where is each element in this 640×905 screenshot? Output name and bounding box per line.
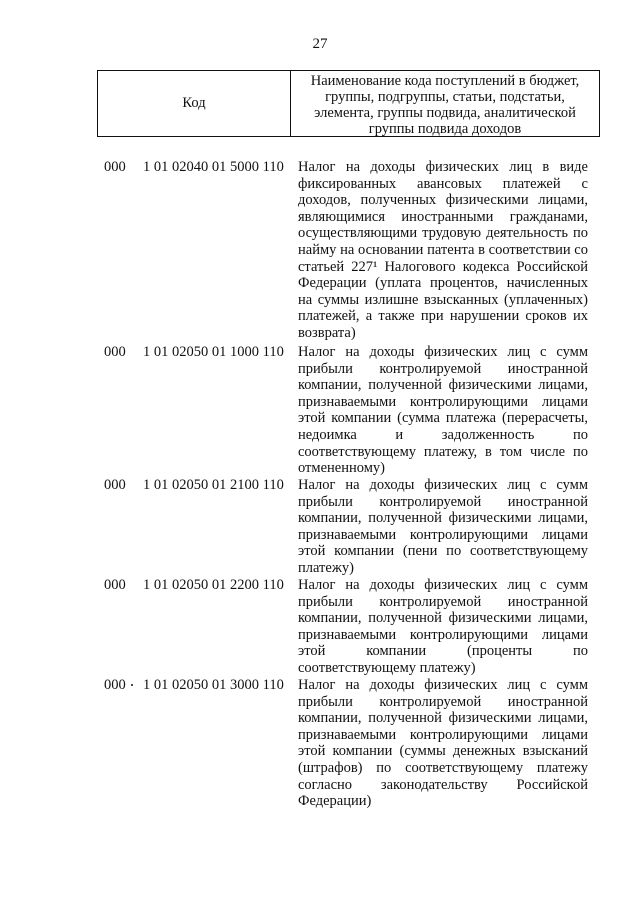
income-code: 1 01 02050 01 1000 110 [143, 344, 284, 360]
description-line: этой компании (проценты по [298, 643, 588, 660]
admin-code: 000 [104, 477, 126, 493]
description-line: недоимка и задолженность по [298, 426, 588, 443]
scan-dot-mark [131, 684, 133, 686]
description-line: этой компании (пени по соответствующему [298, 543, 588, 560]
description-line: статьей 227¹ Налогового кодекса Российской [298, 258, 588, 275]
description-line: осуществляющими трудовую деятельность по [298, 225, 588, 242]
income-code: 1 01 02040 01 5000 110 [143, 159, 284, 175]
description-line: признаваемыми контролирующими лицами [298, 726, 588, 743]
description-line: этой компании (сумма платежа (перерасчеты, [298, 410, 588, 427]
description-line: компании, полученной физическими лицами, [298, 710, 588, 727]
income-code: 1 01 02050 01 3000 110 [143, 677, 284, 693]
description-line: платежу) [298, 559, 354, 576]
description-line: Налог на доходы физических лиц с сумм [298, 344, 588, 360]
income-code: 1 01 02050 01 2200 110 [143, 577, 284, 593]
income-description [298, 159, 588, 342]
description-line: признаваемыми контролирующими лицами [298, 626, 588, 643]
description-line: найму на основании патента в соответствии со [298, 241, 588, 258]
description-line: (штрафов) по соответствующему платежу [298, 759, 588, 776]
header-name-column [291, 71, 599, 136]
description-line: признаваемыми контролирующими лицами [298, 393, 588, 410]
description-line: признаваемыми контролирующими лицами [298, 526, 588, 543]
description-line: Федерации (уплата процентов, начисленных [298, 275, 588, 292]
description-line: доходов, полученных физическими лицами, [298, 192, 588, 209]
header-name-line: элемента, группы подвида, аналитической [314, 105, 576, 121]
description-line: отмененному) [298, 460, 385, 477]
income-description [298, 477, 588, 577]
description-line: прибыли контролируемой иностранной [298, 693, 588, 710]
description-line: компании, полученной физическими лицами, [298, 610, 588, 627]
description-line: на суммы излишне взысканных (уплаченных) [298, 291, 588, 308]
income-code: 1 01 02050 01 2100 110 [143, 477, 284, 493]
table-header [97, 70, 600, 137]
header-name-line: Наименование кода поступлений в бюджет, [310, 73, 580, 89]
description-line: являющимися иностранными гражданами, [298, 208, 588, 225]
header-name-line: группы подвида доходов [368, 121, 522, 137]
description-line: Федерации) [298, 793, 372, 810]
admin-code: 000 [104, 344, 126, 360]
income-description [298, 677, 588, 810]
description-line: согласно законодательству Российской [298, 776, 588, 793]
admin-code: 000 [104, 677, 126, 693]
page-number: 27 [312, 36, 328, 52]
description-line: этой компании (суммы денежных взысканий [298, 743, 588, 760]
income-description [298, 344, 588, 477]
description-line: Налог на доходы физических лиц в виде [298, 159, 588, 175]
admin-code: 000 [104, 577, 126, 593]
description-line: платежей, а также при нарушении сроков их [298, 308, 588, 325]
header-name-line: группы, подгруппы, статьи, подстатьи, [325, 89, 565, 105]
description-line: Налог на доходы физических лиц с сумм [298, 677, 588, 693]
description-line: фиксированных авансовых платежей с [298, 175, 588, 192]
description-line: прибыли контролируемой иностранной [298, 493, 588, 510]
admin-code: 000 [104, 159, 126, 175]
description-line: соответствующему платежу, в том числе по [298, 443, 588, 460]
description-line: Налог на доходы физических лиц с сумм [298, 477, 588, 493]
description-line: возврата) [298, 324, 356, 341]
description-line: компании, полученной физическими лицами, [298, 377, 588, 394]
income-description [298, 577, 588, 677]
description-line: прибыли контролируемой иностранной [298, 360, 588, 377]
description-line: прибыли контролируемой иностранной [298, 593, 588, 610]
description-line: компании, полученной физическими лицами, [298, 510, 588, 527]
description-line: соответствующему платежу) [298, 659, 476, 676]
description-line: Налог на доходы физических лиц с сумм [298, 577, 588, 593]
header-code-column: Код [98, 71, 291, 136]
